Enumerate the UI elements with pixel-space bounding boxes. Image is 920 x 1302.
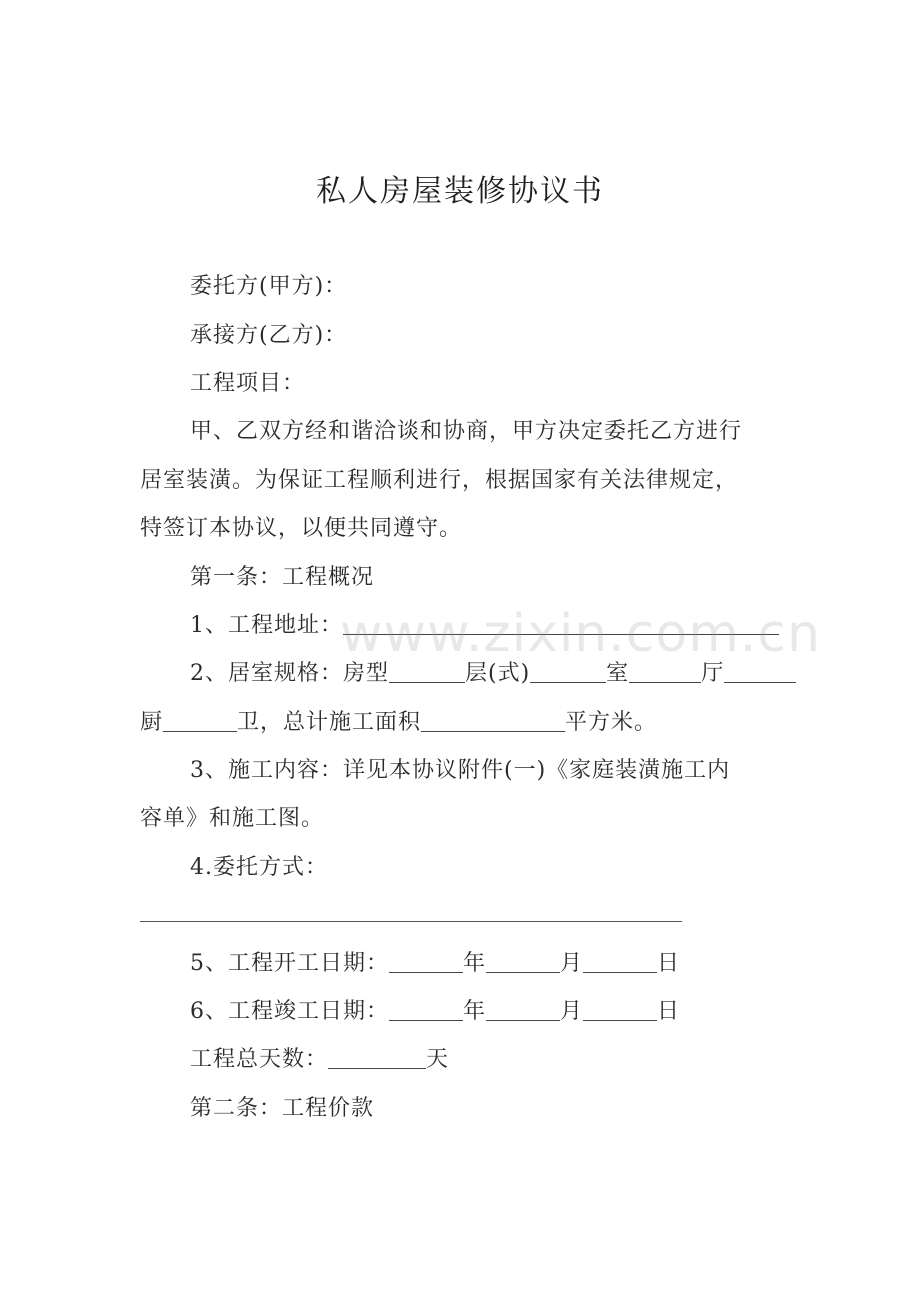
start-year-label: 年 — [463, 951, 487, 976]
item-6-label: 6、工程竣工日期： — [190, 999, 389, 1024]
start-month-blank — [486, 950, 560, 973]
blank-ceng — [389, 660, 465, 683]
item-2-unit: 平方米。 — [565, 710, 658, 735]
item-2-chu: 厨 — [140, 710, 164, 735]
total-days-blank — [328, 1046, 426, 1069]
end-day-blank — [583, 998, 657, 1021]
watermark-text: www.zixin.com.cn — [340, 604, 821, 664]
item-3-line-2: 容单》和施工图。 — [140, 806, 325, 831]
article-1-heading: 第一条：工程概况 — [190, 565, 375, 590]
item-2-wei: 卫，总计施工面积 — [237, 710, 422, 735]
document-title: 私人房屋装修协议书 — [316, 174, 604, 209]
item-2-line-2 — [140, 709, 657, 737]
total-days-line — [190, 1046, 449, 1074]
intro-line-1: 甲、乙双方经和谐洽谈和协商，甲方决定委托乙方进行 — [190, 419, 743, 444]
item-2-prefix: 2、居室规格：房型 — [190, 661, 389, 686]
item-3-line-1: 3、施工内容：详见本协议附件(一)《家庭装潢施工内 — [190, 758, 731, 783]
item-5-line — [190, 950, 680, 978]
start-year-blank — [389, 950, 463, 973]
intro-line-2: 居室装潢。为保证工程顺利进行，根据国家有关法律规定， — [140, 468, 739, 493]
blank-ting — [629, 660, 701, 683]
item-2-line — [190, 660, 796, 688]
end-year-label: 年 — [463, 999, 487, 1024]
item-6-line — [190, 998, 680, 1026]
delegation-blank-rule — [140, 921, 682, 922]
end-month-label: 月 — [560, 999, 584, 1024]
project-line: 工程项目： — [190, 371, 306, 396]
intro-line-3: 特签订本协议，以便共同遵守。 — [140, 516, 463, 541]
start-day-label: 日 — [657, 951, 681, 976]
party-b-line: 承接方(乙方)： — [190, 323, 348, 348]
total-days-label: 工程总天数： — [190, 1047, 329, 1072]
end-day-label: 日 — [657, 999, 681, 1024]
party-a-line: 委托方(甲方)： — [190, 274, 348, 299]
start-month-label: 月 — [560, 951, 584, 976]
item-4-line: 4.委托方式： — [190, 855, 328, 880]
item-2-ceng: 层(式) — [465, 661, 531, 686]
blank-area — [421, 709, 565, 732]
article-2-heading: 第二条：工程价款 — [190, 1096, 375, 1121]
total-days-unit: 天 — [426, 1047, 450, 1072]
item-2-ting: 厅 — [701, 661, 725, 686]
blank-shi — [530, 660, 606, 683]
item-5-label: 5、工程开工日期： — [190, 951, 389, 976]
item-2-shi: 室 — [606, 661, 630, 686]
item-1-label: 1、工程地址： — [190, 613, 343, 638]
blank-wei — [163, 709, 237, 732]
blank-chu — [724, 660, 796, 683]
end-year-blank — [389, 998, 463, 1021]
start-day-blank — [583, 950, 657, 973]
end-month-blank — [486, 998, 560, 1021]
